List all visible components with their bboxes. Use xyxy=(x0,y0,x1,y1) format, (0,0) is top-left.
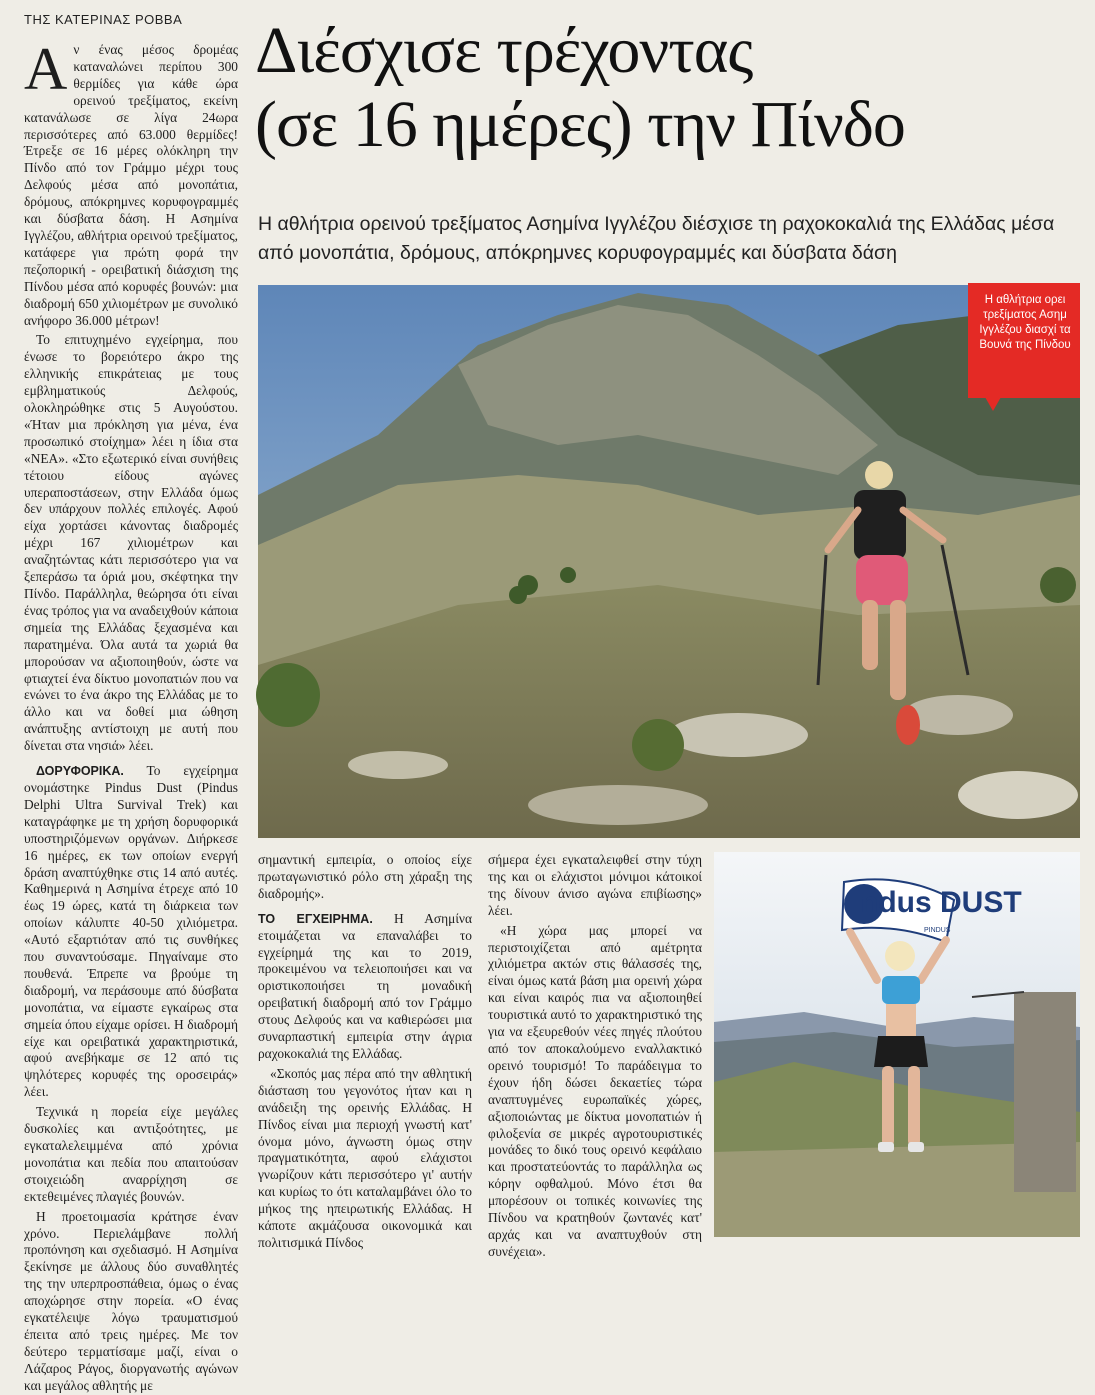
paragraph: Τεχνικά η πορεία είχε μεγάλες δυσκολίες και αντιξοότητες, με εγκαταλελειμμένα από χρόνια μονοπάτια και πεδία που απαιτούσαν στοιχειώδη αναρρίχηση σε εκτεθειμένες πλαγιές βουνών. xyxy=(24,1104,238,1204)
headline-line-1: Διέσχισε τρέχοντας xyxy=(255,14,753,87)
section-lead: ΤΟ ΕΓΧΕΙΡΗΜΑ. xyxy=(258,911,373,926)
paragraph xyxy=(24,763,238,1101)
paragraph-text: ν ένας μέσος δρομέας καταναλώνει περίπου 300 θερμίδες για κάθε ώρα ορεινού τρεξίματος, εκείνη κατανάλωσε σε λίγα 24ωρα περισσότερες από 63.000 θερμίδες! Έτρεξε σε 16 μέρες ολόκληρη την Πίνδο από τον Γράμμο μέχρι τους Δελφούς μέσα από μονοπάτια, δρόμους, απόκρημνες κορυφογραμμές και δύσβατα δάση. Η Ασημίνα Ιγγλέζου, αθλήτρια ορεινού τρεξίματος, κατάφερε για πρώτη φορά την πεζοπορική - ορειβατική διάσχιση της Πίνδου μέσα από κορυφές βουνών: μια διαδρομή 650 χιλιομέτρων με συνολικό ανήφορο 36.000 μέτρων! xyxy=(24,42,238,328)
article-column-1 xyxy=(24,36,238,1393)
photo-caption: Η αθλήτρια ορει τρεξίματος Ασημ Ιγγλέζου διασχί τα Βουνά της Πίνδου xyxy=(968,283,1080,398)
subheadline: Η αθλήτρια ορεινού τρεξίματος Ασημίνα Ιγγλέζου διέσχισε τη ραχοκοκαλιά της Ελλάδας μέσα από μονοπάτια, δρόμους, απόκρημνες κορυφογραμμές και δύσβατα δάση xyxy=(258,213,1055,264)
article-column-3 xyxy=(488,852,702,1259)
paragraph: «Σκοπός μας πέρα από την αθλητική διάσταση του γεγονότος ήταν και η ανάδειξη της ορεινής Ελλάδας. Η Πίνδος είναι μια περιοχή γνωστή κατ' όνομα μόνο, άγνωστη όμως στην πραγματικότητα, αφού ελάχιστοι γνωρίζουν κάτι περισσότερο γι' αυτήν και κυρίως το ότι καταλαμβάνει όλο το μήκος της ηπειρωτικής Ελλάδας. Η κάποτε ακμάζουσα οικονομικά και πολιτισμικά Πίνδος xyxy=(258,1065,472,1250)
headline-line-2: (σε 16 ημέρες) την Πίνδο xyxy=(255,88,905,161)
photo-caption-pointer xyxy=(985,397,1001,411)
drop-cap: Α xyxy=(24,36,68,102)
byline: ΤΗΣ ΚΑΤΕΡΙΝΑΣ ΡΟΒΒΑ xyxy=(24,12,183,27)
paragraph: Το επιτυχημένο εγχείρημα, που ένωσε το βορειότερο άκρο της ελληνικής επικράτειας με τους εμβληματικούς Δελφούς, ολοκληρώθηκε στις 5 Αυγούστου. «Ήταν μια πρόκληση για μένα, ένα προσωπικό στοίχημα» λέει η ίδια στα «ΝΕΑ». «Στο εξωτερικό είναι συνήθεις τέτοιου είδους αγώνες υπεραποστάσεων, στην Ελλάδα όμως δεν υπάρχουν πολλές επιλογές. Αφού είχα χορτάσει κάνοντας διαδρομές μέχρι 167 χιλιομέτρων και αναζητώντας κάτι περισσότερο για να ξεπεράσω τα όριά μου, σκέφτηκα την Πίνδο. Παράλληλα, θεώρησα ότι είναι ένας τρόπος για να αναδειχθούν κάποια σημεία της Ελλάδας ξεχασμένα και παρατημένα. Όλα αυτά τα χωριά θα μπορούσαν να αξιοποιηθούν, ώστε να φτιαχτεί ένα δίκτυο μονοπατιών που να ενώνει το ένα άκρο της Ελλάδας με το άλλο και να δοθεί μια ώθηση ανάπτυξης αντίστοιχη με αυτή που δίνεται στα νησιά» λέει. xyxy=(24,332,238,754)
banner-logo-letters: ndus DUST xyxy=(860,886,1022,919)
article-column-2 xyxy=(258,852,472,1250)
section-lead: ΔΟΡΥΦΟΡΙΚΑ. xyxy=(36,764,124,779)
paragraph xyxy=(258,911,472,1063)
paragraph: σήμερα έχει εγκαταλειφθεί στην τύχη της και οι ελάχιστοι μόνιμοι κάτοικοί της δίνουν άνισο αγώνα επιβίωσης» λέει. xyxy=(488,852,702,918)
paragraph-text: Η Ασημίνα ετοιμάζεται να επαναλάβει το εγχείρημά της και το 2019, προκειμένου να τελειοποιήσει και να οριστικοποιήσει τη μοναδική ορειβατική διαδρομή από τον Γράμμο στους Δελφούς και να καθιερώσει μια συναρπαστική εμπειρία στην άγρια ραχοκοκαλιά της Ελλάδας. xyxy=(258,910,472,1061)
banner-small-text: PINDUS xyxy=(924,927,951,934)
paragraph xyxy=(24,36,238,329)
paragraph: σημαντική εμπειρία, ο οποίος είχε πρωταγωνιστικό ρόλο στη χάραξη της διαδρομής». xyxy=(258,852,472,901)
headline xyxy=(255,14,1095,162)
main-photo-mountain-runner xyxy=(258,285,1080,838)
paragraph: Η προετοιμασία κράτησε έναν χρόνο. Περιελάμβανε πολλή προπόνηση και σχεδιασμό. Η Ασημίνα ξεκίνησε με άλλους δύο συναθλητές της την υπερπροσπάθεια, όμως ο ένας αποχώρησε στην πορεία. «Ο ένας εγκατέλειψε λόγω τραυματισμού έπειτα από τρεις ημέρες. Με τον δεύτερο τερματίσαμε μαζί, είναι ο Λάζαρος Ράγος, διοργανωτής αγώνων και μεγάλος αθλητής με xyxy=(24,1208,238,1393)
paragraph: «Η χώρα μας μπορεί να περιστοιχίζεται από αμέτρητα χιλιόμετρα ακτών στις θάλασσές της, είναι όμως κατά βάση μια ορεινή χώρα και είναι καιρός πια να αξιοποιηθεί τουριστικά αυτό το χαρακτηριστικό της για να εξευρεθούν νέες πηγές πλούτου από τον αποκαλούμενο εναλλακτικό ορεινό τουρισμό! Το παράδειγμα το έχουν ήδη δώσει δεκαετίες τώρα αναπτυγμένες ευρωπαϊκές χώρες, αξιοποιώντας με δίκτυα μονοπατιών ή φιλοξενία σε μικρές αγροτουριστικές μονάδες το δικό τους ορεινό κεφάλαιο και προστατεύοντάς το παράλληλα ως κόρην οφθαλμού. Μόνο έτσι θα μπορέσουν οι τοπικές κοινωνίες της Πίνδου να κρατηθούν ζωντανές κατ' αρχάς και να αναπτυχθούν στη συνέχεια». xyxy=(488,922,702,1259)
paragraph-text: Το εγχείρημα ονομάστηκε Pindus Dust (Pindus Delphi Ultra Survival Trek) και καταγράφηκε με τη χρήση δορυφορικά υποστηριζόμενων οργάνων. Διήρκεσε 16 ημέρες, εκ των οποίων ενεργή δράση αναπτύχθηκε στις 14 από αυτές. Καθημερινά η Ασημίνα έτρεχε από 10 έως 19 ώρες, κατά τη διάρκεια των οποίων κάλυπτε 40-50 χιλιόμετρα. «Αυτό εξαρτιόταν από τις συνθήκες που συναντούσαμε. Πηγαίναμε στο πουθενά. Έπρεπε να βρούμε τη διαδρομή, να περάσουμε από δύσβατα μονοπάτια, να είμαστε εγκαίρως στα σημεία όπου είχαμε ορίσει. Η διαδρομή είχε και ορειβατικά χαρακτηριστικά, αφού ανεβήκαμε σε 12 από τις ψηλότερες κορυφές της οροσειράς» λέει. xyxy=(24,763,238,1100)
secondary-photo-athlete-banner xyxy=(714,852,1080,1237)
